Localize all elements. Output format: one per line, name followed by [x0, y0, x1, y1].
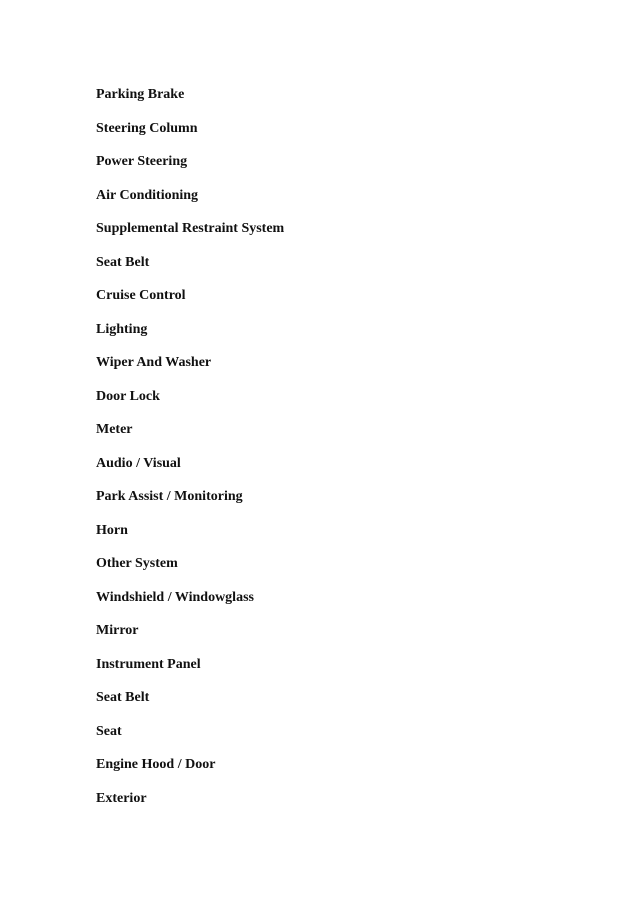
section-list: [96, 86, 284, 823]
list-item: Horn: [96, 522, 128, 538]
list-item: Windshield / Windowglass: [96, 589, 254, 605]
list-item: Seat: [96, 723, 122, 739]
list-item: Lighting: [96, 321, 148, 337]
list-item: Engine Hood / Door: [96, 757, 216, 772]
list-item: Cruise Control: [96, 288, 186, 303]
list-item: Parking Brake: [96, 87, 185, 102]
list-item: Park Assist / Monitoring: [96, 489, 243, 504]
list-item: Wiper And Washer: [96, 355, 212, 370]
list-item: Audio / Visual: [96, 455, 181, 471]
list-item: Meter: [96, 422, 133, 437]
list-item: Air Conditioning: [96, 187, 199, 203]
list-item: Steering Column: [96, 120, 198, 136]
list-item: Exterior: [96, 790, 147, 806]
list-item: Mirror: [96, 623, 139, 638]
list-item: Supplemental Restraint System: [96, 221, 285, 236]
list-item: Other System: [96, 556, 178, 571]
list-item: Seat Belt: [96, 690, 150, 705]
list-item: Instrument Panel: [96, 656, 201, 672]
list-item: Power Steering: [96, 154, 188, 169]
list-item: Seat Belt: [96, 254, 150, 270]
list-item: Door Lock: [96, 388, 160, 404]
